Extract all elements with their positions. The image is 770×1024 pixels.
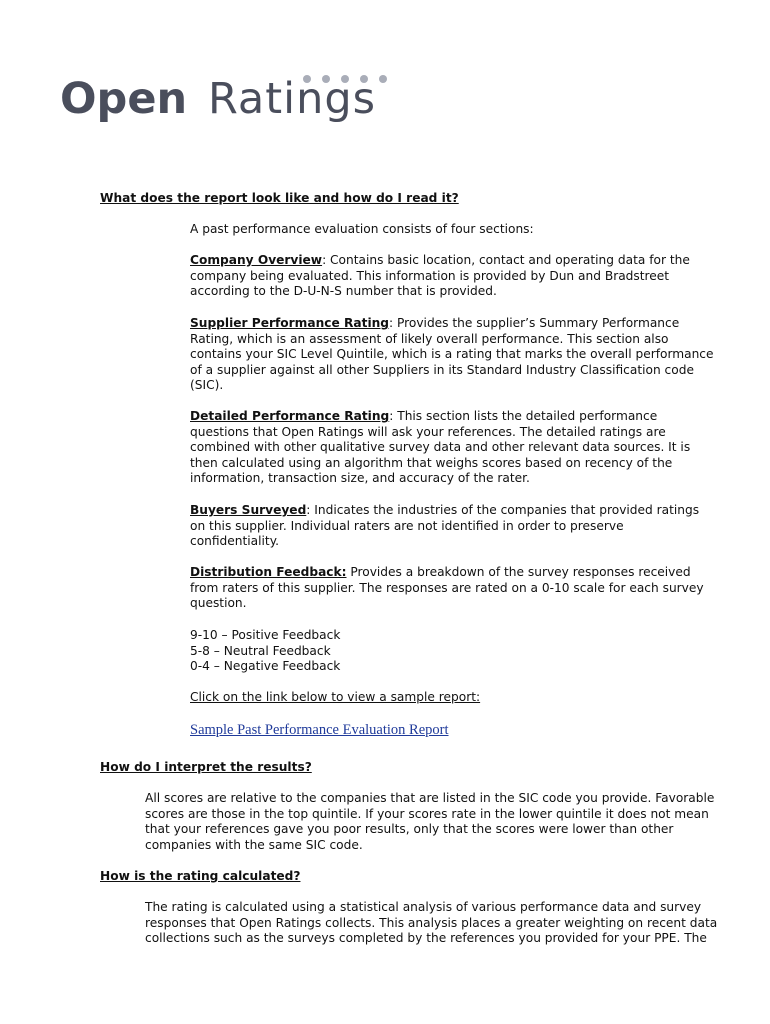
click-instruction: Click on the link below to view a sample report: (190, 690, 481, 704)
company-overview-paragraph: Company Overview: Contains basic location, contact and operating data for the company being evaluated. This information is provided by Dun and Bradstreet according to the D-U-N-S number that is provided. (190, 253, 690, 299)
supplier-performance-paragraph: Supplier Performance Rating: Provides the supplier’s Summary Performance Rating, which is an assessment of likely overall performance. This section also contains your SIC Level Quintile, which is a rating that marks the overall performance of a supplier against all other Suppliers in its Standard Industry Classification code (SIC). (190, 316, 714, 393)
supplier-performance-label: Supplier Performance Rating (190, 316, 390, 330)
logo-word-ratings: Ratings (208, 74, 377, 124)
buyers-surveyed-paragraph: Buyers Surveyed: Indicates the industries of the companies that provided ratings on this supplier. Individual raters are not identified in order to preserve confidentiality. (190, 503, 700, 549)
scale-negative: 0-4 – Negative Feedback (190, 659, 341, 674)
scale-neutral: 5-8 – Neutral Feedback (190, 643, 331, 658)
scale-positive: 9-10 – Positive Feedback (190, 628, 341, 642)
open-ratings-logo (60, 72, 400, 134)
section-heading-interpret: How do I interpret the results? (100, 760, 312, 774)
intro-text: A past performance evaluation consists of four sections: (190, 222, 534, 236)
section-heading-calculated: How is the rating calculated? (100, 869, 301, 883)
logo-word-open: Open (60, 74, 188, 124)
sample-report-link[interactable]: Sample Past Performance Evaluation Report (190, 722, 449, 738)
distribution-feedback-paragraph: Distribution Feedback: Provides a breakdown of the survey responses received from raters of this supplier. The responses are rated on a 0-10 scale for each survey question. (190, 565, 704, 611)
detailed-performance-label: Detailed Performance Rating (190, 409, 390, 423)
feedback-scale-list (190, 628, 340, 675)
company-overview-label: Company Overview (190, 253, 323, 267)
detailed-performance-paragraph: Detailed Performance Rating: This section lists the detailed performance questions that Open Ratings will ask your references. The detailed ratings are combined with other qualitative survey data and other relevant data sources. It is then calculated using an algorithm that weighs scores based on recency of the information, transaction size, and accuracy of the rater. (190, 409, 691, 486)
calculated-paragraph: The rating is calculated using a statistical analysis of various performance data and survey responses that Open Ratings collects. This analysis places a greater weighting on recent data collections such as the surveys completed by the references you provided for your PPE. The (145, 900, 718, 946)
section-heading-report: What does the report look like and how do I read it? (100, 191, 459, 205)
distribution-feedback-label: Distribution Feedback: (190, 565, 347, 579)
interpret-paragraph: All scores are relative to the companies that are listed in the SIC code you provide. Favorable scores are those in the top quintile. If your scores rate in the lower quintile it does not mean that your references gave you poor results, only that the scores were lower than other companies with the same SIC code. (145, 791, 715, 852)
logo-dot (379, 75, 387, 83)
buyers-surveyed-label: Buyers Surveyed (190, 503, 307, 517)
